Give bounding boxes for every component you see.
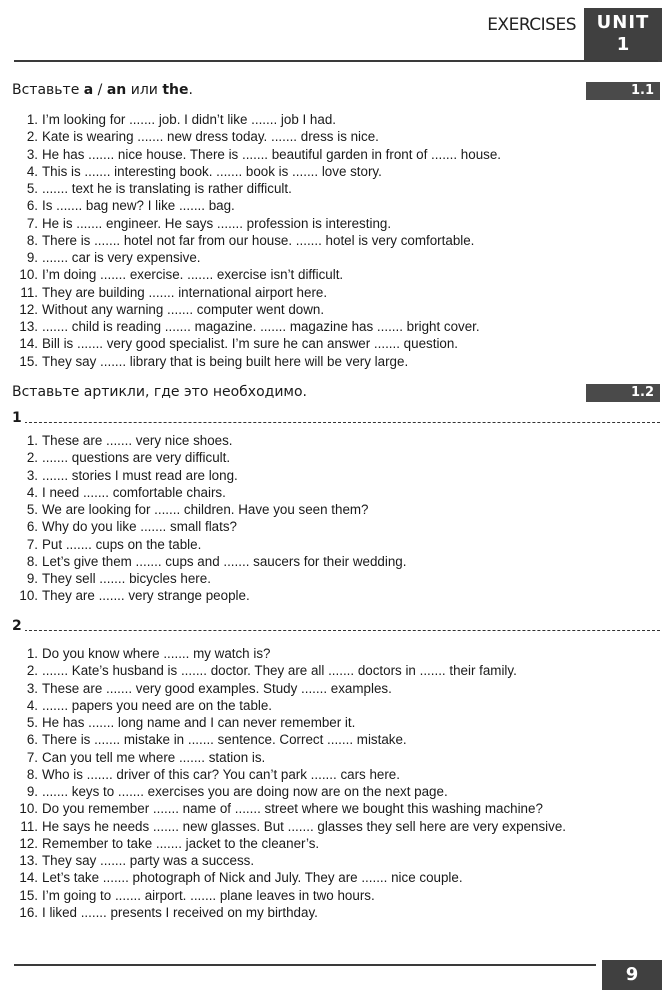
item-number: 6. [26, 732, 38, 748]
exercise-item [14, 432, 658, 449]
item-text: I’m looking for ....... job. I didn’t like ....... job I had. [42, 112, 336, 127]
item-number: 7. [26, 749, 38, 765]
item-number: 3. [26, 146, 38, 162]
exercise-item [14, 518, 658, 535]
exercise-item [14, 697, 658, 714]
item-text: ....... child is reading ....... magazine. ....... magazine has ....... bright cover. [42, 319, 480, 334]
item-text: ....... keys to ....... exercises you are doing now are on the next page. [42, 784, 448, 799]
exercise-item [14, 887, 658, 904]
item-text: I need ....... comfortable chairs. [42, 484, 226, 500]
item-number: 8. [26, 232, 38, 248]
page-header [0, 0, 672, 62]
exercise-item [14, 749, 658, 766]
item-text: Put ....... cups on the table. [42, 536, 202, 552]
exercises-label: EXERCISES [487, 15, 576, 35]
item-number: 11. [20, 284, 38, 300]
item-number: 7. [26, 536, 38, 552]
exercise-item [14, 800, 658, 817]
item-number: 6. [26, 198, 38, 214]
article-the: the [162, 82, 189, 98]
item-number: 6. [26, 519, 38, 535]
footer-rule [14, 964, 596, 966]
exercise-item [14, 111, 658, 128]
part-1-dashed-rule [24, 422, 660, 423]
section-1-title [12, 82, 193, 98]
item-number: 13. [19, 853, 38, 868]
item-number: 13. [19, 319, 38, 334]
item-number: 3. [26, 467, 38, 483]
item-text: ....... papers you need are on the table. [42, 697, 273, 713]
exercise-1-2-part-1-list [14, 432, 658, 605]
exercise-item [14, 284, 658, 301]
item-text: Is ....... bag new? I like ....... bag. [42, 198, 235, 214]
item-number: 15. [19, 353, 38, 369]
item-text: They are ....... very strange people. [42, 588, 250, 604]
item-text: They say ....... party was a success. [42, 853, 255, 868]
item-number: 1. [26, 112, 38, 127]
exercise-item [14, 197, 658, 214]
item-number: 3. [26, 680, 38, 696]
item-text: ....... Kate’s husband is ....... doctor. They are all ....... doctors in ....... their family. [42, 663, 517, 679]
item-number: 8. [26, 766, 38, 782]
item-number: 4. [26, 697, 38, 713]
item-number: 8. [26, 553, 38, 569]
item-text: Can you tell me where ....... station is. [42, 749, 266, 765]
exercise-item [14, 501, 658, 518]
item-number: 5. [26, 181, 38, 196]
item-text: I’m going to ....... airport. ....... plane leaves in two hours. [42, 887, 375, 903]
item-text: Do you remember ....... name of ....... street where we bought this washing machine? [42, 801, 543, 817]
exercise-item [14, 714, 658, 731]
exercise-badge-1-2: 1.2 [586, 384, 660, 402]
item-text: I’m doing ....... exercise. ....... exercise isn’t difficult. [42, 267, 344, 283]
item-number: 9. [26, 784, 38, 799]
item-text: ....... text he is translating is rather difficult. [42, 181, 292, 196]
unit-number: 1 [616, 34, 630, 55]
item-text: ....... questions are very difficult. [42, 450, 231, 466]
article-a: a [83, 82, 94, 98]
item-text: He is ....... engineer. He says ....... profession is interesting. [42, 215, 392, 231]
exercise-item [14, 335, 658, 352]
item-text: ....... car is very expensive. [42, 250, 201, 265]
item-text: These are ....... very good examples. Study ....... examples. [42, 680, 392, 696]
item-number: 12. [19, 835, 38, 851]
item-text: Bill is ....... very good specialist. I’m sure he can answer ....... question. [42, 336, 459, 352]
item-text: Let’s give them ....... cups and ....... saucers for their wedding. [42, 553, 407, 569]
exercise-item [14, 249, 658, 266]
exercise-1-2-part-2-list [14, 645, 658, 921]
item-number: 9. [26, 250, 38, 265]
part-2-label: 2 [12, 618, 25, 634]
part-1-label: 1 [12, 410, 25, 426]
item-text: He has ....... nice house. There is ....... beautiful garden in front of ....... house. [42, 146, 502, 162]
item-text: Do you know where ....... my watch is? [42, 646, 271, 661]
item-text: He has ....... long name and I can never remember it. [42, 715, 356, 730]
header-rule [14, 60, 658, 62]
item-number: 11. [20, 818, 38, 834]
exercise-item [14, 835, 658, 852]
exercise-item [14, 353, 658, 370]
item-text: They say ....... library that is being built here will be very large. [42, 353, 409, 369]
item-text: Who is ....... driver of this car? You can’t park ....... cars here. [42, 766, 400, 782]
exercise-item [14, 215, 658, 232]
item-text: These are ....... very nice shoes. [42, 433, 233, 448]
exercise-item [14, 553, 658, 570]
item-text: This is ....... interesting book. ....... book is ....... love story. [42, 163, 382, 179]
exercise-item [14, 318, 658, 335]
title-or: или [126, 82, 163, 98]
exercise-1-1-list [14, 111, 658, 370]
item-text: Without any warning ....... computer went down. [42, 301, 325, 317]
item-number: 2. [26, 129, 38, 145]
item-number: 14. [19, 336, 38, 352]
exercise-item [14, 818, 658, 835]
item-number: 10. [19, 267, 38, 283]
item-text: I liked ....... presents I received on my birthday. [42, 904, 318, 920]
exercise-item [14, 180, 658, 197]
exercise-item [14, 852, 658, 869]
unit-box [584, 8, 662, 62]
item-number: 4. [26, 484, 38, 500]
item-number: 4. [26, 163, 38, 179]
item-text: Let’s take ....... photograph of Nick and July. They are ....... nice couple. [42, 870, 463, 886]
item-text: Why do you like ....... small flats? [42, 519, 237, 535]
item-number: 5. [26, 502, 38, 517]
exercise-item [14, 570, 658, 587]
exercise-item [14, 146, 658, 163]
exercise-item [14, 128, 658, 145]
item-number: 16. [19, 904, 38, 920]
item-text: Remember to take ....... jacket to the cleaner’s. [42, 835, 320, 851]
article-an: an [106, 82, 127, 98]
section-1-title-prefix: Вставьте [12, 82, 84, 98]
item-text: There is ....... mistake in ....... sentence. Correct ....... mistake. [42, 732, 407, 748]
unit-label: UNIT [596, 12, 650, 33]
exercise-item [14, 680, 658, 697]
exercise-item [14, 869, 658, 886]
exercise-item [14, 766, 658, 783]
exercise-item [14, 484, 658, 501]
item-number: 10. [19, 588, 38, 604]
item-number: 10. [19, 801, 38, 817]
item-number: 1. [26, 646, 38, 661]
exercise-item [14, 662, 658, 679]
exercise-badge-1-1: 1.1 [586, 82, 660, 100]
exercise-item [14, 783, 658, 800]
item-text: Kate is wearing ....... new dress today. ....... dress is nice. [42, 129, 379, 145]
exercise-item [14, 163, 658, 180]
exercise-item [14, 467, 658, 484]
exercise-item [14, 536, 658, 553]
item-number: 7. [26, 215, 38, 231]
part-2-subheading [12, 620, 660, 636]
section-2-title: Вставьте артикли, где это необходимо. [12, 384, 308, 400]
item-text: They are building ....... international airport here. [42, 284, 328, 300]
exercise-item [14, 301, 658, 318]
item-text: ....... stories I must read are long. [42, 467, 238, 483]
item-text: They sell ....... bicycles here. [42, 571, 211, 586]
item-number: 2. [26, 450, 38, 466]
exercise-item [14, 904, 658, 921]
exercise-item [14, 449, 658, 466]
exercise-item [14, 731, 658, 748]
item-text: There is ....... hotel not far from our house. ....... hotel is very comfortable. [42, 232, 475, 248]
part-1-subheading [12, 412, 660, 428]
item-text: We are looking for ....... children. Have you seen them? [42, 502, 369, 517]
title-slash: / [93, 82, 107, 98]
item-number: 1. [26, 433, 38, 448]
item-text: He says he needs ....... new glasses. But ....... glasses they sell here are very expensive. [42, 818, 566, 834]
exercise-item [14, 232, 658, 249]
part-2-dashed-rule [24, 630, 660, 631]
exercise-item [14, 587, 658, 604]
exercise-item [14, 266, 658, 283]
item-number: 5. [26, 715, 38, 730]
title-end: . [188, 82, 193, 98]
item-number: 15. [19, 887, 38, 903]
item-number: 12. [19, 301, 38, 317]
item-number: 2. [26, 663, 38, 679]
item-number: 9. [26, 571, 38, 586]
item-number: 14. [19, 870, 38, 886]
page-number: 9 [602, 960, 662, 990]
exercise-item [14, 645, 658, 662]
